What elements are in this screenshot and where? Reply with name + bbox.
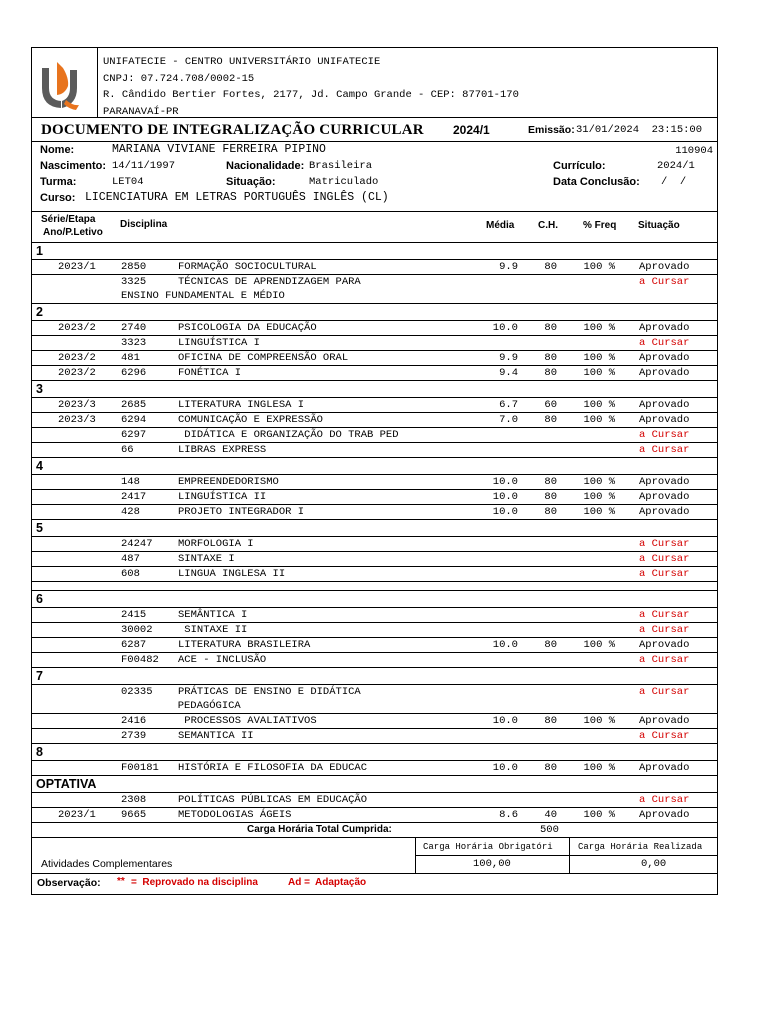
code-cell: 2685 xyxy=(121,399,147,411)
grade-cell: 8.6 xyxy=(499,809,518,821)
frequency-cell: 100 % xyxy=(583,762,615,774)
code-cell: 24247 xyxy=(121,538,153,550)
status-cell: a Cursar xyxy=(639,624,690,636)
status-cell: Aprovado xyxy=(639,322,690,334)
code-cell: 2739 xyxy=(121,730,147,742)
emission-label: Emissão: xyxy=(528,124,575,136)
course-row xyxy=(32,793,717,808)
code-cell: 66 xyxy=(121,444,134,456)
hours-cell: 80 xyxy=(544,476,557,488)
status-cell: Aprovado xyxy=(639,715,690,727)
course-table xyxy=(32,243,717,823)
status-cell: Aprovado xyxy=(639,639,690,651)
stage-header xyxy=(32,668,717,685)
period-cell: 2023/2 xyxy=(58,322,96,334)
discipline-cell: HISTÓRIA E FILOSOFIA DA EDUCAC xyxy=(178,762,368,774)
stage-label: 1 xyxy=(36,244,43,258)
institution-header xyxy=(32,48,717,118)
status-cell: a Cursar xyxy=(639,654,690,666)
frequency-cell: 100 % xyxy=(583,367,615,379)
col-situacao: Situação xyxy=(638,220,680,231)
status-cell: a Cursar xyxy=(639,553,690,565)
discipline-cell: SEMANTICA II xyxy=(178,730,254,742)
discipline-cell-continued: PEDAGÓGICA xyxy=(121,700,241,712)
code-cell: 2740 xyxy=(121,322,147,334)
course-row xyxy=(32,638,717,653)
discipline-cell: SEMÂNTICA I xyxy=(178,609,248,621)
institution-cnpj: CNPJ: 07.724.708/0002-15 xyxy=(103,72,255,85)
birth-label: Nascimento: xyxy=(40,160,107,172)
failed-symbol: ** xyxy=(117,876,125,887)
code-cell: 6296 xyxy=(121,367,147,379)
class-label: Turma: xyxy=(40,176,77,188)
required-hours: 100,00 xyxy=(473,858,511,870)
stage-header xyxy=(32,243,717,260)
emission-value: 31/01/2024 23:15:00 xyxy=(576,124,703,136)
hours-cell: 80 xyxy=(544,715,557,727)
curriculum: 2024/1 xyxy=(657,160,695,172)
code-cell: 3325 xyxy=(121,276,147,288)
course-row xyxy=(32,505,717,520)
student-info xyxy=(32,142,717,212)
code-cell: 148 xyxy=(121,476,140,488)
col-ch: C.H. xyxy=(538,220,558,231)
observation xyxy=(32,874,717,894)
stage-header xyxy=(32,381,717,398)
code-cell: 3323 xyxy=(121,337,147,349)
code-cell: 2415 xyxy=(121,609,147,621)
hours-cell: 80 xyxy=(544,367,557,379)
status-cell: Aprovado xyxy=(639,762,690,774)
code-cell: F00181 xyxy=(121,762,159,774)
status-cell: a Cursar xyxy=(639,686,690,698)
grade-cell: 10.0 xyxy=(492,762,518,774)
status-cell: a Cursar xyxy=(639,538,690,550)
stage-label: OPTATIVA xyxy=(36,777,97,791)
institution-city: PARANAVAÍ-PR xyxy=(103,105,179,118)
status-cell: a Cursar xyxy=(639,730,690,742)
discipline-cell: TÉCNICAS DE APRENDIZAGEM PARA xyxy=(178,276,361,288)
title-bar xyxy=(32,118,717,142)
required-hours-label: Carga Horária Obrigatóri xyxy=(423,842,553,852)
course-row xyxy=(32,608,717,623)
institution-name: UNIFATECIE - CENTRO UNIVERSITÁRIO UNIFATECIE xyxy=(103,56,381,68)
hours-cell: 80 xyxy=(544,506,557,518)
name-label: Nome: xyxy=(40,144,75,156)
frequency-cell: 100 % xyxy=(583,414,615,426)
discipline-cell: LITERATURA BRASILEIRA xyxy=(178,639,311,651)
unifatecie-logo-icon xyxy=(32,48,97,117)
code-cell: 02335 xyxy=(121,686,153,698)
complementary-activities xyxy=(32,838,717,874)
class-value: LET04 xyxy=(112,176,144,188)
code-cell: 2417 xyxy=(121,491,147,503)
student-name: MARIANA VIVIANE FERREIRA PIPINO xyxy=(112,143,326,156)
course-row xyxy=(32,567,717,582)
code-cell: 608 xyxy=(121,568,140,580)
status-cell: Aprovado xyxy=(639,352,690,364)
grade-cell: 10.0 xyxy=(492,506,518,518)
nationality-label: Nacionalidade: xyxy=(226,160,305,172)
code-cell: F00482 xyxy=(121,654,159,666)
discipline-cell: PSICOLOGIA DA EDUCAÇÃO xyxy=(178,322,317,334)
stage-label: 6 xyxy=(36,592,43,606)
stage-header xyxy=(32,744,717,761)
frequency-cell: 100 % xyxy=(583,506,615,518)
code-cell: 30002 xyxy=(121,624,153,636)
code-cell: 481 xyxy=(121,352,140,364)
grade-cell: 10.0 xyxy=(492,491,518,503)
course-row xyxy=(32,623,717,638)
course-row xyxy=(32,428,717,443)
course-row xyxy=(32,398,717,413)
course-row xyxy=(32,443,717,458)
discipline-cell: FORMAÇÃO SOCIOCULTURAL xyxy=(178,261,317,273)
grade-cell: 10.0 xyxy=(492,715,518,727)
grade-cell: 10.0 xyxy=(492,639,518,651)
frequency-cell: 100 % xyxy=(583,399,615,411)
status-cell: Aprovado xyxy=(639,476,690,488)
document-title: DOCUMENTO DE INTEGRALIZAÇÃO CURRICULAR xyxy=(41,122,424,138)
logo-box xyxy=(32,48,98,117)
nationality: Brasileira xyxy=(309,160,373,172)
transcript-document xyxy=(31,47,718,895)
status-label: Situação: xyxy=(226,176,276,188)
status-cell: Aprovado xyxy=(639,399,690,411)
total-label: Carga Horária Total Cumprida: xyxy=(247,824,392,835)
course-row xyxy=(32,653,717,668)
hours-cell: 80 xyxy=(544,352,557,364)
code-cell: 2416 xyxy=(121,715,147,727)
stage-label: 4 xyxy=(36,459,43,473)
course-row xyxy=(32,552,717,567)
status-cell: a Cursar xyxy=(639,337,690,349)
course-row xyxy=(32,260,717,275)
stage-label: 3 xyxy=(36,382,43,396)
observation-label: Observação: xyxy=(37,877,101,889)
grade-cell: 10.0 xyxy=(492,476,518,488)
stage-label: 5 xyxy=(36,521,43,535)
status-cell: a Cursar xyxy=(639,568,690,580)
code-cell: 487 xyxy=(121,553,140,565)
period-cell: 2023/3 xyxy=(58,414,96,426)
course-row xyxy=(32,366,717,381)
grade-cell: 7.0 xyxy=(499,414,518,426)
status-cell: Aprovado xyxy=(639,414,690,426)
grade-cell: 6.7 xyxy=(499,399,518,411)
adaptation-symbol: Ad = xyxy=(288,877,310,888)
hours-cell: 80 xyxy=(544,261,557,273)
discipline-cell: MORFOLOGIA I xyxy=(178,538,254,550)
discipline-cell: SINTAXE II xyxy=(178,624,248,636)
column-headers xyxy=(32,212,717,243)
status-cell: a Cursar xyxy=(639,429,690,441)
discipline-cell: METODOLOGIAS ÁGEIS xyxy=(178,809,292,821)
frequency-cell: 100 % xyxy=(583,639,615,651)
code-cell: 428 xyxy=(121,506,140,518)
status-cell: Aprovado xyxy=(639,261,690,273)
course-row xyxy=(32,336,717,351)
status-cell: Aprovado xyxy=(639,367,690,379)
period-cell: 2023/3 xyxy=(58,399,96,411)
stage-header xyxy=(32,591,717,608)
col-ano: Ano/P.Letivo xyxy=(43,227,103,238)
curriculum-label: Currículo: xyxy=(553,160,606,172)
code-cell: 6297 xyxy=(121,429,147,441)
code-cell: 9665 xyxy=(121,809,147,821)
grade-cell: 9.9 xyxy=(499,352,518,364)
status-cell: a Cursar xyxy=(639,609,690,621)
discipline-cell: EMPREENDEDORISMO xyxy=(178,476,279,488)
course-row xyxy=(32,351,717,366)
code-cell: 6294 xyxy=(121,414,147,426)
period-cell: 2023/2 xyxy=(58,367,96,379)
col-serie: Série/Etapa xyxy=(41,214,96,225)
stage-header xyxy=(32,458,717,475)
completed-hours-label: Carga Horária Realizada xyxy=(578,842,703,852)
course-row xyxy=(32,537,717,552)
discipline-cell: PROCESSOS AVALIATIVOS xyxy=(178,715,317,727)
course-row xyxy=(32,714,717,729)
status-value: Matriculado xyxy=(309,176,379,188)
discipline-cell: LINGUÍSTICA I xyxy=(178,337,260,349)
frequency-cell: 100 % xyxy=(583,476,615,488)
status-cell: a Cursar xyxy=(639,276,690,288)
course-row xyxy=(32,413,717,428)
code-cell: 2850 xyxy=(121,261,147,273)
conclusion-label: Data Conclusão: xyxy=(553,176,640,188)
col-media: Média xyxy=(486,220,515,231)
discipline-cell: DIDÁTICA E ORGANIZAÇÃO DO TRAB PED xyxy=(178,429,399,441)
institution-info xyxy=(103,54,519,120)
total-value: 500 xyxy=(540,824,559,836)
discipline-cell: COMUNICAÇÃO E EXPRESSÃO xyxy=(178,414,323,426)
course-row xyxy=(32,490,717,505)
hours-cell: 80 xyxy=(544,322,557,334)
failed-note: = Reprovado na disciplina xyxy=(131,877,258,888)
grade-cell: 9.4 xyxy=(499,367,518,379)
document-period: 2024/1 xyxy=(453,123,490,137)
frequency-cell: 100 % xyxy=(583,261,615,273)
frequency-cell: 100 % xyxy=(583,352,615,364)
course-name: LICENCIATURA EM LETRAS PORTUGUÊS INGLÊS (CL) xyxy=(85,191,389,204)
course-row xyxy=(32,275,717,304)
course-row xyxy=(32,808,717,823)
hours-cell: 80 xyxy=(544,639,557,651)
row-spacer xyxy=(32,582,717,591)
institution-address: R. Cândido Bertier Fortes, 2177, Jd. Campo Grande - CEP: 87701-170 xyxy=(103,89,519,101)
hours-cell: 60 xyxy=(544,399,557,411)
status-cell: Aprovado xyxy=(639,506,690,518)
status-cell: a Cursar xyxy=(639,794,690,806)
stage-label: 8 xyxy=(36,745,43,759)
frequency-cell: 100 % xyxy=(583,491,615,503)
course-row xyxy=(32,729,717,744)
course-row xyxy=(32,685,717,714)
col-disciplina: Disciplina xyxy=(120,219,168,230)
frequency-cell: 100 % xyxy=(583,715,615,727)
status-cell: Aprovado xyxy=(639,491,690,503)
completed-hours: 0,00 xyxy=(641,858,667,870)
status-cell: Aprovado xyxy=(639,809,690,821)
hours-cell: 80 xyxy=(544,491,557,503)
code-cell: 2308 xyxy=(121,794,147,806)
discipline-cell-continued: ENSINO FUNDAMENTAL E MÉDIO xyxy=(121,290,285,302)
discipline-cell: OFICINA DE COMPREENSÃO ORAL xyxy=(178,352,349,364)
hours-cell: 40 xyxy=(544,809,557,821)
col-freq: % Freq xyxy=(583,220,617,231)
course-row xyxy=(32,321,717,336)
stage-label: 2 xyxy=(36,305,43,319)
discipline-cell: LINGUÍSTICA II xyxy=(178,491,267,503)
conclusion-date: / / xyxy=(661,176,687,188)
discipline-cell: PRÁTICAS DE ENSINO E DIDÁTICA xyxy=(178,686,361,698)
stage-header xyxy=(32,520,717,537)
discipline-cell: POLÍTICAS PÚBLICAS EM EDUCAÇÃO xyxy=(178,794,368,806)
discipline-cell: SINTAXE I xyxy=(178,553,235,565)
discipline-cell: PROJETO INTEGRADOR I xyxy=(178,506,305,518)
discipline-cell: ACE - INCLUSÃO xyxy=(178,654,267,666)
grade-cell: 9.9 xyxy=(499,261,518,273)
period-cell: 2023/1 xyxy=(58,261,96,273)
hours-cell: 80 xyxy=(544,414,557,426)
code-cell: 6287 xyxy=(121,639,147,651)
period-cell: 2023/1 xyxy=(58,809,96,821)
stage-header xyxy=(32,304,717,321)
total-row xyxy=(32,823,717,838)
discipline-cell: LINGUA INGLESA II xyxy=(178,568,286,580)
status-cell: a Cursar xyxy=(639,444,690,456)
period-cell: 2023/2 xyxy=(58,352,96,364)
frequency-cell: 100 % xyxy=(583,322,615,334)
stage-label: 7 xyxy=(36,669,43,683)
discipline-cell: FONÉTICA I xyxy=(178,367,242,379)
discipline-cell: LIBRAS EXPRESS xyxy=(178,444,267,456)
student-id: 110904 xyxy=(675,145,713,157)
discipline-cell: LITERATURA INGLESA I xyxy=(178,399,305,411)
course-row xyxy=(32,475,717,490)
adaptation-note: Adaptação xyxy=(315,877,367,888)
birth-date: 14/11/1997 xyxy=(112,160,176,172)
complementary-label: Atividades Complementares xyxy=(41,858,173,870)
stage-header xyxy=(32,776,717,793)
hours-cell: 80 xyxy=(544,762,557,774)
grade-cell: 10.0 xyxy=(492,322,518,334)
course-label: Curso: xyxy=(40,192,76,204)
frequency-cell: 100 % xyxy=(583,809,615,821)
course-row xyxy=(32,761,717,776)
